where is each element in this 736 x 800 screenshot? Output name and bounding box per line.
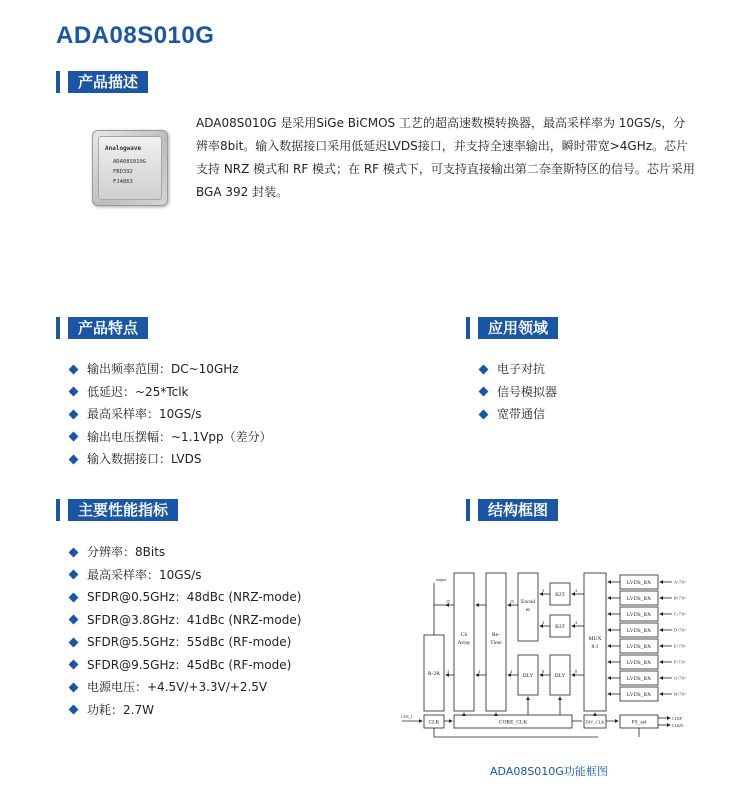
input-b-label: B<7:0> (674, 595, 687, 601)
lvds-rx-label: LVDS_RX (626, 596, 652, 602)
product-chip-image (92, 130, 168, 206)
diamond-bullet-icon (69, 547, 79, 557)
diamond-bullet-icon (479, 387, 489, 397)
input-h-label: H<7:0> (674, 691, 687, 697)
diamond-bullet-icon (479, 364, 489, 374)
diamond-bullet-icon (479, 409, 489, 419)
section-specs-label: 主要性能指标 (68, 499, 178, 521)
bus-width-label: 4 (575, 588, 577, 593)
list-item: 分辨率：8Bits (66, 541, 301, 564)
section-block-diagram-label: 结构框图 (478, 499, 558, 521)
output-label: output (436, 577, 447, 582)
section-marker (56, 317, 60, 339)
bus-width-label: 4 (575, 620, 577, 625)
lvds-rx-label: LVDS_RX (626, 644, 652, 650)
section-block-diagram-header (466, 499, 558, 521)
features-list (66, 358, 272, 471)
page-title: ADA08S010G (56, 22, 215, 49)
section-description-label: 产品描述 (68, 71, 148, 93)
b3t-label: B3T (555, 624, 565, 630)
encoder-label-1: Encod (520, 599, 536, 605)
chip-marking-1: ADA08S010G (113, 159, 147, 165)
bus-width-label: 4 (510, 669, 512, 674)
list-item: 低延迟：~25*Tclk (66, 381, 272, 404)
section-specs-header (56, 499, 178, 521)
chip-brand: Analogwave (105, 145, 142, 152)
bus-width-label: 4 (542, 620, 544, 625)
list-item: 输入数据接口：LVDS (66, 448, 272, 471)
diamond-bullet-icon (69, 432, 79, 442)
lvds-rx-label: LVDS_RX (626, 612, 652, 618)
input-c-label: C<7:0> (674, 611, 687, 617)
section-description-header (56, 71, 148, 93)
dly1-label: DLY (522, 673, 534, 679)
clkp-label: CLKP (672, 716, 683, 721)
r2r-label: R-2R (428, 671, 440, 677)
encoder-label-2: er (525, 607, 531, 613)
diamond-bullet-icon (69, 454, 79, 464)
input-f-label: F<7:0> (674, 659, 686, 665)
clk-label: CLK (428, 719, 440, 726)
core-clk-label: CORE_CLK (498, 719, 528, 726)
diamond-bullet-icon (69, 682, 79, 692)
diamond-bullet-icon (69, 387, 79, 397)
mux-block (584, 573, 606, 711)
list-item: 最高采样率：10GS/s (66, 564, 301, 587)
input-g-label: G<7:0> (674, 675, 687, 681)
retime-label-2: Time (490, 640, 502, 646)
diamond-bullet-icon (69, 364, 79, 374)
input-a-label: A<7:0> (674, 579, 687, 585)
section-marker (56, 71, 60, 93)
input-e-label: E<7:0> (674, 643, 687, 649)
chip-marking-3: FJ4863 (113, 179, 133, 185)
section-features-header (56, 317, 148, 339)
diamond-bullet-icon (69, 705, 79, 715)
div-clk-label: DIV_CLK (585, 719, 605, 725)
list-item: 最高采样率：10GS/s (66, 403, 272, 426)
chip-marking-2: FBD392 (113, 169, 133, 175)
chip-face (98, 136, 162, 200)
mux-label-1: MUX (588, 636, 602, 642)
list-item: 输出电压摆幅：~1.1Vpp（差分） (66, 426, 272, 449)
lvds-rx-label: LVDS_RX (626, 628, 652, 634)
bus-width-label: 8 (542, 669, 544, 674)
diagram-caption: ADA08S010G功能框图 (490, 765, 608, 778)
diamond-bullet-icon (69, 409, 79, 419)
lvds-rx-label: LVDS_RX (626, 580, 652, 586)
section-marker (466, 317, 470, 339)
diamond-bullet-icon (69, 615, 79, 625)
fs-sel-label: FS_sel (631, 719, 647, 726)
lvds-rx-label: LVDS_RX (626, 660, 652, 666)
bus-width-label: 15 (446, 599, 450, 604)
diamond-bullet-icon (69, 592, 79, 602)
section-applications-label: 应用领域 (478, 317, 558, 339)
list-item: 功耗：2.7W (66, 699, 301, 722)
list-item: 电源电压：+4.5V/+3.3V/+2.5V (66, 676, 301, 699)
applications-list (476, 358, 557, 426)
bus-width-label: 8 (575, 669, 577, 674)
bus-width-label: 4 (478, 669, 480, 674)
list-item: SFDR@0.5GHz：48dBc (NRZ-mode) (66, 586, 301, 609)
list-item: 电子对抗 (476, 358, 557, 381)
lvds-rx-label: LVDS_RX (626, 676, 652, 682)
bus-width-label: 3 (542, 588, 544, 593)
list-item: 信号模拟器 (476, 381, 557, 404)
input-d-label: D<7:0> (674, 627, 687, 633)
specs-list (66, 541, 301, 721)
section-features-label: 产品特点 (68, 317, 148, 339)
diamond-bullet-icon (69, 660, 79, 670)
bus-width-label: 15 (510, 599, 514, 604)
retime-label-1: Re- (492, 632, 500, 638)
diamond-bullet-icon (69, 570, 79, 580)
list-item: 输出频率范围：DC~10GHz (66, 358, 272, 381)
clkn-label: CLKN (672, 723, 683, 728)
mux-label-2: 8:1 (591, 644, 599, 650)
list-item: SFDR@5.5GHz：55dBc (RF-mode) (66, 631, 301, 654)
list-item: 宽带通信 (476, 403, 557, 426)
dly2-label: DLY (554, 673, 566, 679)
cs-array-label-2: Array (457, 640, 471, 646)
list-item: SFDR@9.5GHz：45dBc (RF-mode) (66, 654, 301, 677)
section-marker (56, 499, 60, 521)
list-item: SFDR@3.8GHz：41dBc (NRZ-mode) (66, 609, 301, 632)
product-description: ADA08S010G 是采用SiGe BiCMOS 工艺的超高速数模转换器，最高采样率为 10GS/s，分辨率8bit。输入数据接口采用低延迟LVDS接口，并支持全速率输出，瞬时带宽>4GHz。芯片支持 NRZ 模式和 RF 模式；在 RF 模式下，可支持直接输出第二奈奎斯特区的信号。芯片采用 BGA 392 封装。 (196, 116, 695, 199)
lvds-rx-label: LVDS_RX (626, 692, 652, 698)
section-marker (466, 499, 470, 521)
diamond-bullet-icon (69, 637, 79, 647)
bus-width-label: 4 (447, 669, 449, 674)
b2t-label: B2T (555, 592, 565, 598)
block-diagram (398, 565, 698, 745)
clk-in-label: CLK_I (401, 714, 413, 719)
section-applications-header (466, 317, 558, 339)
cs-array-label-1: CS (460, 632, 468, 638)
